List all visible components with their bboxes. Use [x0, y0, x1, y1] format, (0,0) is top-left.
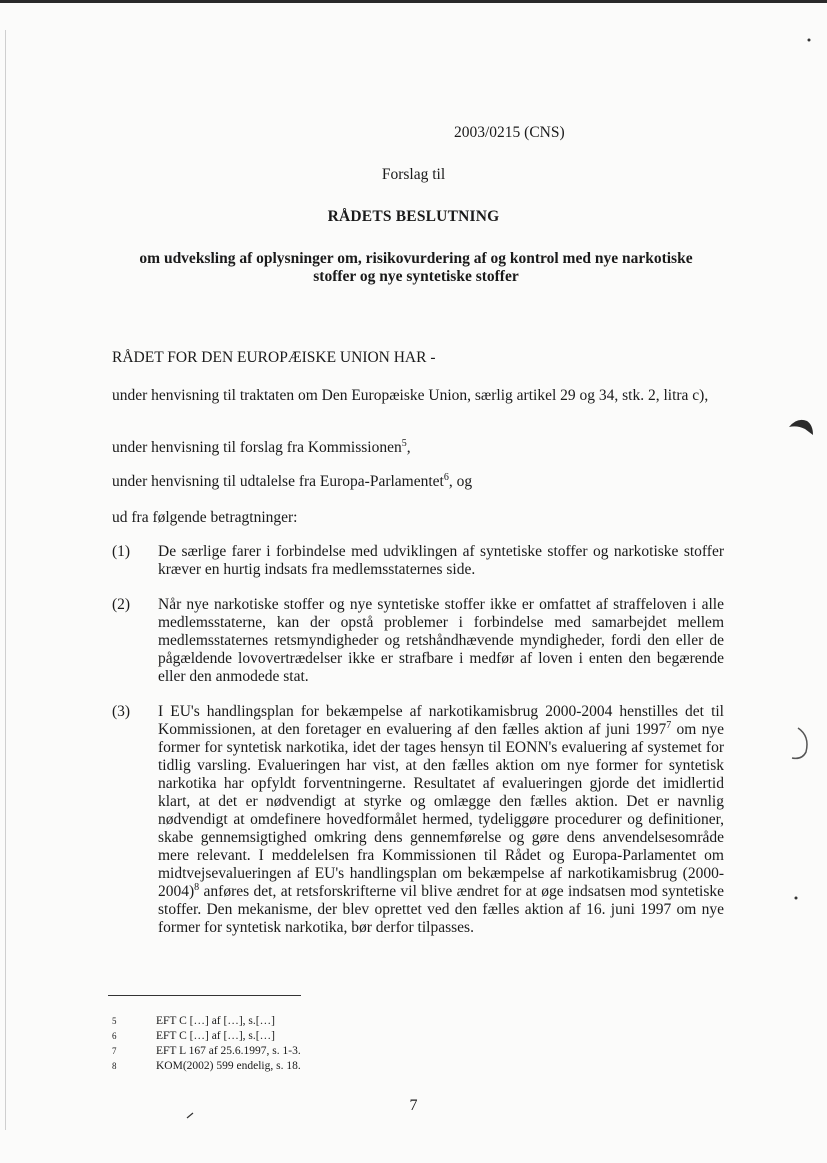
document-subtitle: om udveksling af oplysninger om, risikovurdering af og kontrol med nye narkotiske stoffer og nye syntetiske stoffer [139, 250, 693, 285]
recital-text: De særlige farer i forbindelse med udviklingen af syntetiske stoffer og narkotiske stoffer kræver en hurtig indsats fra medlemsstaternes side. [158, 543, 724, 578]
footnote-ref-5: 5 [401, 437, 407, 449]
footnote-text: EFT C […] af […], s.[…] [156, 1015, 275, 1027]
considerations-intro: ud fra følgende betragtninger: [112, 509, 298, 526]
scan-left-edge [5, 30, 6, 1130]
footnote-6 [112, 1029, 512, 1044]
footnote-number: 6 [112, 1031, 117, 1041]
recital-3-text-c: anføres det, at retsforskrifterne vil blive ændret for at øge indsatsen mod syntetiske stoffer. Den mekanisme, der blev oprettet ved den fælles aktion af 16. juni 1997 om nye former for syntetisk narkotika, bør derfor tilpasses. [158, 883, 724, 936]
recital-number: (2) [112, 596, 131, 613]
citation-parliament [112, 473, 724, 491]
footnote-number: 7 [112, 1046, 117, 1056]
footnote-5 [112, 1014, 512, 1029]
scan-blot-mark [787, 415, 815, 437]
recital-number: (1) [112, 543, 131, 560]
footnote-text: EFT L 167 af 25.6.1997, s. 1-3. [156, 1045, 301, 1057]
recital-3-text-b: om nye former for syntetisk narkotika, idet der tages hensyn til EONN's evaluering af systemet for tidlig varsling. Evalueringen har vist, at den fælles aktion om nye former for syntetisk narkotika har opfyldt forventningerne. Resultatet af evalueringen gjorde det imidlertid klart, at det er nødvendigt at styrke og omlægge den fælles aktion. Det er navnlig nødvendigt at omdefinere hovedformålet hermed, tydeliggøre procedurer og definitioner, skabe gennemsigtighed omkring dens gennemførelse og gøre dens anvendelsesområde mere relevant. I meddelelsen fra Kommissionen til Rådet og Europa-Parlamentet om midtvejsevalueringen af EU's handlingsplan om bekæmpelse af narkotikamisbrug (2000-2004) [158, 721, 725, 900]
footnote-7 [112, 1044, 512, 1059]
binder-hole-mark [788, 726, 812, 762]
proposal-label: Forslag til [381, 166, 446, 183]
citation-commission [112, 439, 724, 457]
citation-commission-end: , [406, 439, 411, 456]
council-heading: RÅDET FOR DEN EUROPÆISKE UNION HAR - [112, 349, 436, 366]
procedure-reference: 2003/0215 (CNS) [454, 124, 565, 141]
scan-speck [793, 895, 799, 901]
citation-commission-text: under henvisning til forslag fra Kommissionen [112, 439, 402, 456]
footnote-number: 5 [112, 1016, 117, 1026]
footnote-ref-6: 6 [443, 471, 449, 483]
footnote-number: 8 [112, 1061, 117, 1071]
footnote-text: EFT C […] af […], s.[…] [156, 1030, 275, 1042]
scan-speck [185, 1110, 195, 1120]
citation-treaty: under henvisning til traktaten om Den Europæiske Union, særlig artikel 29 og 34, stk. 2, litra c), [112, 387, 709, 404]
document-title: RÅDETS BESLUTNING [327, 208, 500, 225]
citation-parliament-end: , og [448, 473, 473, 490]
recital-number: (3) [112, 703, 131, 720]
page-number: 7 [409, 1097, 418, 1114]
recital-text [158, 703, 724, 937]
footnote-ref-7: 7 [666, 719, 672, 731]
recital-text: Når nye narkotiske stoffer og nye syntetiske stoffer ikke er omfattet af straffeloven i alle medlemsstaterne, kan der opstå problemer i forbindelse med samarbejdet mellem medlemsstaternes retsmyndigheder og retshåndhævende myndigheder, fordi den eller de pågældende lovovertrædelser ikke er strafbare i medfør af loven i enten den begærende eller den anmodede stat. [158, 596, 724, 685]
scan-speck [806, 36, 812, 44]
citation-parliament-text: under henvisning til udtalelse fra Europa-Parlamentet [112, 473, 444, 490]
footnote-8 [112, 1059, 512, 1074]
recital-2 [112, 596, 724, 686]
recital-3-text-a: I EU's handlingsplan for bekæmpelse af narkotikamisbrug 2000-2004 henstilles det til Kommissionen, at den foretager en evaluering af den fælles aktion af juni 1997 [158, 703, 724, 738]
recital-1 [112, 543, 724, 579]
scan-top-border [0, 0, 827, 3]
footnote-text: KOM(2002) 599 endelig, s. 18. [156, 1060, 301, 1072]
footnote-ref-8: 8 [194, 881, 200, 893]
recital-3 [112, 703, 724, 937]
footnote-separator [108, 995, 301, 996]
